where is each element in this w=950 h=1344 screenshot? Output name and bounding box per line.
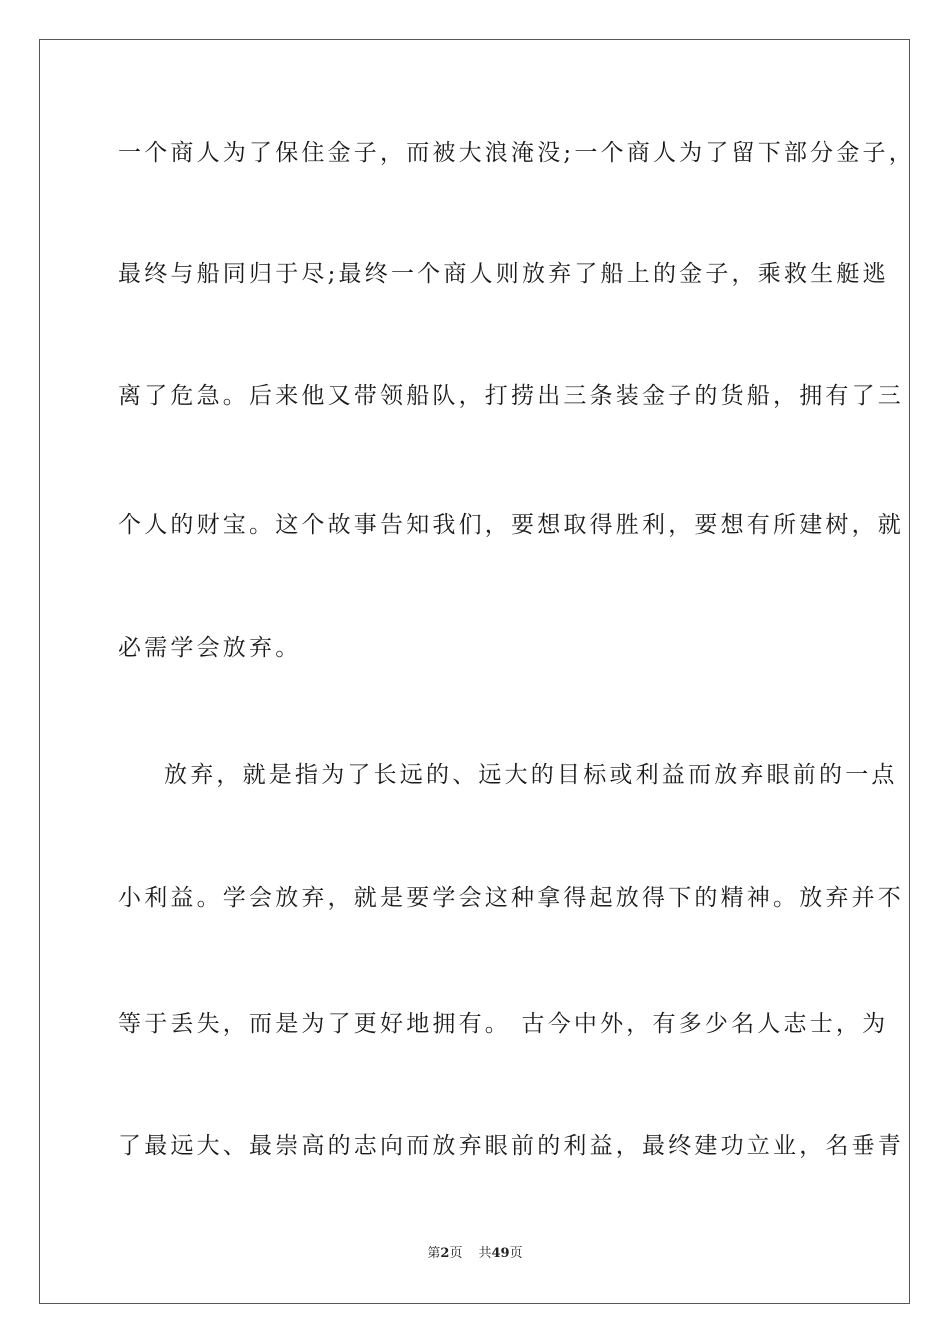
page-prefix: 第 (427, 1246, 441, 1261)
page-frame (39, 39, 915, 1304)
total-pages: 49 (491, 1246, 510, 1261)
text-line-5: 必需学会放弃。 (118, 635, 302, 661)
text-line-3: 离了危急。后来他又带领船队，打捞出三条装金子的货船，拥有了三 (118, 383, 904, 409)
total-suffix: 页 (509, 1246, 523, 1261)
text-line-8: 等于丢失，而是为了更好地拥有。 古今中外，有多少名人志士，为 (118, 1011, 889, 1037)
text-line-1: 一个商人为了保住金子，而被大浪淹没;一个商人为了留下部分金子， (118, 140, 915, 166)
text-line-7: 小利益。学会放弃，就是要学会这种拿得起放得下的精神。放弃并不 (118, 885, 904, 911)
page-footer (0, 1245, 950, 1263)
page-suffix: 页 (449, 1246, 463, 1261)
paragraph-2-first-line: 放弃，就是指为了长远的、远大的目标或利益而放弃眼前的一点 (164, 762, 898, 788)
text-line-4: 个人的财宝。这个故事告知我们，要想取得胜利，要想有所建树，就 (118, 512, 904, 538)
text-line-2: 最终与船同归于尽;最终一个商人则放弃了船上的金子，乘救生艇逃 (118, 261, 889, 287)
page-number: 2 (440, 1246, 450, 1261)
total-prefix: 共 (478, 1246, 492, 1261)
text-line-9: 了最远大、最崇高的志向而放弃眼前的利益，最终建功立业，名垂青 (118, 1133, 904, 1159)
